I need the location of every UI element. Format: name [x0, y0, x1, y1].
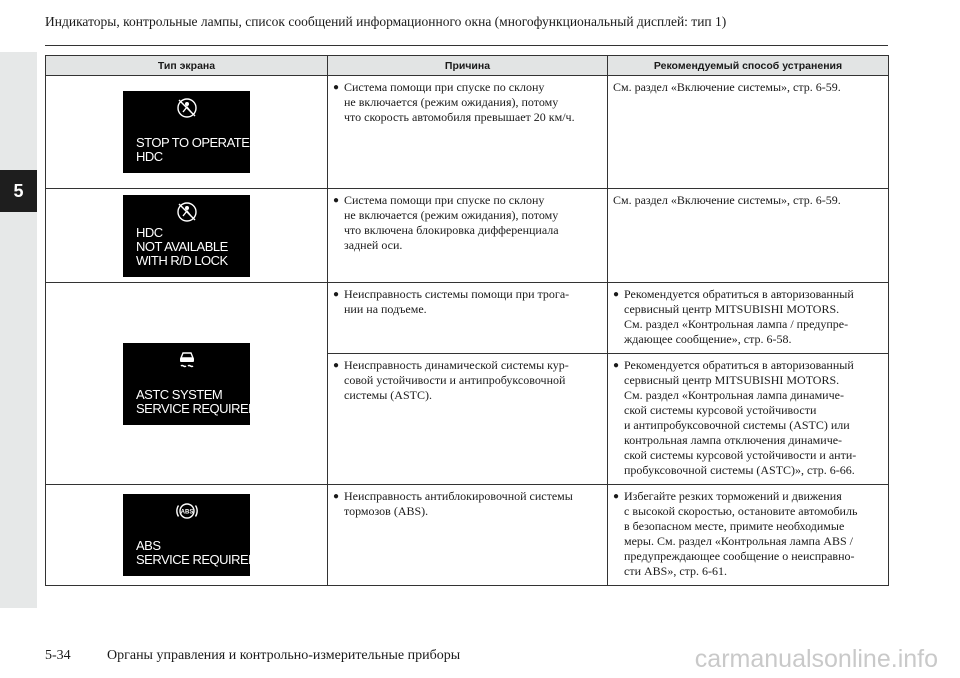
column-header: Тип экрана	[46, 56, 328, 76]
table-row	[46, 283, 889, 354]
cause-cell	[328, 354, 608, 485]
cause-item: ● Система помощи при спуске по склону не включается (режим ожидания), потому что включена блокировка дифференциала задней оси.	[333, 193, 602, 253]
header-divider	[45, 45, 888, 46]
display-cell	[46, 485, 328, 586]
hdc-off-icon	[175, 96, 199, 120]
abs-icon	[175, 499, 199, 523]
display-screen	[123, 195, 250, 277]
remedy-cell	[608, 485, 889, 586]
cause-item: ● Неисправность системы помощи при трога- нии на подъеме.	[333, 287, 602, 317]
cause-cell	[328, 189, 608, 283]
remedy-item: ● Избегайте резких торможений и движения с высокой скоростью, остановите автомобиль в безопасном месте, примите необходимые меры. См. раздел «Контрольная лампа ABS / предупреждающее сообщение о неисправно- сти ABS», стр. 6-61.	[613, 489, 883, 579]
display-screen	[123, 343, 258, 425]
remedy-cell: См. раздел «Включение системы», стр. 6-59.	[608, 76, 889, 189]
display-text: ABS SERVICE REQUIRED	[136, 538, 258, 567]
cause-cell	[328, 76, 608, 189]
chapter-tab: 5	[0, 170, 37, 212]
remedy-cell: См. раздел «Включение системы», стр. 6-59.	[608, 189, 889, 283]
remedy-item: ● Рекомендуется обратиться в авторизованный сервисный центр MITSUBISHI MOTORS. См. раздел «Контрольная лампа динамиче- ской системы курсовой устойчивости и антипробуксовочной системы (ASTC) или контрольная лампа отключения динамиче- ской системы курсовой устойчивости и анти- пробуксовочной системы (ASTC)», стр. 6-66.	[613, 358, 883, 478]
display-text: STOP TO OPERATE HDC	[136, 135, 250, 164]
page-number: 5-34	[45, 648, 71, 663]
table-row	[46, 485, 889, 586]
display-screen	[123, 91, 250, 173]
remedy-cell	[608, 354, 889, 485]
table-row	[46, 189, 889, 283]
display-screen	[123, 494, 258, 576]
display-cell	[46, 76, 328, 189]
table-header-row	[46, 56, 889, 76]
column-header: Рекомендуемый способ устранения	[608, 56, 889, 76]
watermark: carmanualsonline.info	[694, 645, 938, 673]
svg-text:ABS: ABS	[180, 509, 193, 516]
display-cell	[46, 189, 328, 283]
messages-table	[45, 55, 889, 586]
cause-item: ● Неисправность антиблокировочной системы тормозов (ABS).	[333, 489, 602, 519]
display-text: HDC NOT AVAILABLE WITH R/D LOCK	[136, 224, 228, 268]
cause-item: ● Неисправность динамической системы кур- совой устойчивости и антипробуксовочной системы (ASTC).	[333, 358, 602, 403]
cause-cell	[328, 283, 608, 354]
footer-section-title: Органы управления и контрольно-измерительные приборы	[107, 648, 461, 663]
skid-car-icon	[175, 348, 199, 372]
remedy-cell	[608, 283, 889, 354]
remedy-item: ● Рекомендуется обратиться в авторизованный сервисный центр MITSUBISHI MOTORS. См. раздел «Контрольная лампа / предупре- ждающее сообщение», стр. 6-58.	[613, 287, 883, 347]
cause-item: ● Система помощи при спуске по склону не включается (режим ожидания), потому что скорость автомобиля превышает 20 км/ч.	[333, 80, 602, 125]
display-text: ASTC SYSTEM SERVICE REQUIRED	[136, 386, 258, 416]
cause-cell	[328, 485, 608, 586]
display-cell	[46, 283, 328, 485]
column-header: Причина	[328, 56, 608, 76]
chapter-sidebar	[0, 52, 37, 608]
hdc-off-icon	[175, 200, 199, 224]
page-header: Индикаторы, контрольные лампы, список сообщений информационного окна (многофункциональный дисплей: тип 1)	[45, 14, 727, 29]
table-row	[46, 76, 889, 189]
